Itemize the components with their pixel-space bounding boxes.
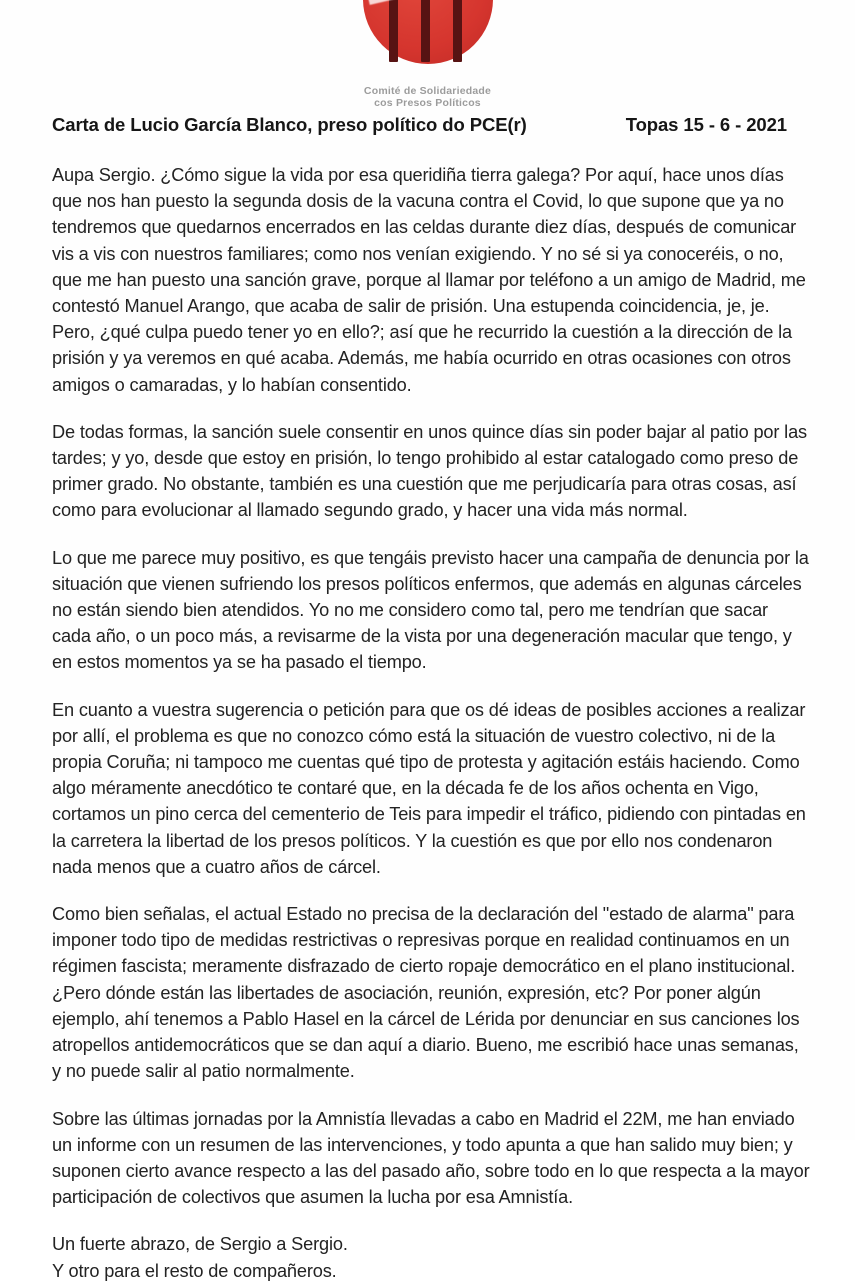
logo-bar-2 [421,0,430,62]
document-date: Topas 15 - 6 - 2021 [625,114,787,135]
page-title: Carta de Lucio García Blanco, preso político do PCE(r) [52,114,527,135]
logo-bar-3 [453,0,462,62]
body-paragraph: Aupa Sergio. ¿Cómo sigue la vida por esa queridiña tierra galega? Por aquí, hace unos días que nos han puesto la segunda dosis de la vacuna contra el Covid, lo que supone que ya no tendremos que quedarnos encerrados en las celdas durante diez días, después de comunicar vis a vis con nuestros familiares; como nos venían exigiendo. Y no sé si ya conoceréis, o no, que me han puesto una sanción grave, porque al llamar por teléfono a un amigo de Madrid, me contestó Manuel Arango, que acaba de salir de prisión. Una estupenda coincidencia, je, je. Pero, ¿qué culpa puedo tener yo en ello?; así que he recurrido la cuestión a la dirección de la prisión y ya veremos en qué acaba. Además, me había ocurrido en otras ocasiones con otros amigos o camaradas, y lo habían consentido. [52,165,806,395]
organization-name [340,86,516,109]
document-header [52,114,803,144]
prison-bars-circle-icon [359,0,497,84]
closing-line-1: Un fuerte abrazo, de Sergio a Sergio. [52,1234,348,1255]
logo-bar-1 [389,0,398,62]
organization-logo [340,0,516,109]
closing-line-2: Y otro para el resto de compañeros. [52,1260,337,1281]
body-paragraph: Lo que me parece muy positivo, es que tengáis previsto hacer una campaña de denuncia por la situación que vienen sufriendo los presos políticos enfermos, que además en algunas cárceles no están siendo bien atendidos. Yo no me considero como tal, pero me tendrían que sacar cada año, o un poco más, a revisarme de la vista por una degeneración macular que tengo, y en estos momentos ya se ha pasado el tiempo. [52,547,809,673]
body-paragraph: Como bien señalas, el actual Estado no precisa de la declaración del "estado de alarma" para imponer todo tipo de medidas restrictivas o represivas porque en realidad continuamos en un régimen fascista; meramente disfrazado de cierto ropaje democrático en el plano institucional. ¿Pero dónde están las libertades de asociación, reunión, expresión, etc? Por poner algún ejemplo, ahí tenemos a Pablo Hasel en la cárcel de Lérida por denunciar en sus canciones los atropellos antidemocráticos que se dan aquí a diario. Bueno, me escribió hace unas semanas, y no puede salir al patio normalmente. [52,904,800,1082]
body-paragraph: De todas formas, la sanción suele consentir en unos quince días sin poder bajar al patio por las tardes; y yo, desde que estoy en prisión, lo tengo prohibido al estar catalogado como preso de primer grado. No obstante, también es una cuestión que me perjudicaría para otras cosas, así como para evolucionar al llamado segundo grado, y hacer una vida más normal. [52,421,807,521]
body-paragraph: En cuanto a vuestra sugerencia o petición para que os dé ideas de posibles acciones a realizar por allí, el problema es que no conozco cómo está la situación de vuestro colectivo, ni de la propia Coruña; ni tampoco me cuentas qué tipo de protesta y agitación estáis haciendo. Como algo méramente anecdótico te contaré que, en la década fe de los años ochenta en Vigo, cortamos un pino cerca del cementerio de Teis para impedir el tráfico, pidiendo con pintadas en la carretera la libertad de los presos políticos. Y la cuestión es que por ello nos condenaron nada menos que a cuatro años de cárcel. [52,699,806,877]
organization-name-line1: Comité de Solidariedade [363,85,492,97]
letter-closing [52,1231,811,1283]
letterhead [0,0,855,114]
organization-name-line2: cos Presos Políticos [374,96,481,109]
body-paragraph: Sobre las últimas jornadas por la Amnistía llevadas a cabo en Madrid el 22M, me han enviado un informe con un resumen de las intervenciones, y todo apunta a que han salido muy bien; y suponen cierto avance respecto a las del pasado año, sobre todo en lo que respecta a la mayor participación de colectivos que asumen la lucha por esa Amnistía. [52,1108,810,1208]
letter-body [52,144,811,1284]
